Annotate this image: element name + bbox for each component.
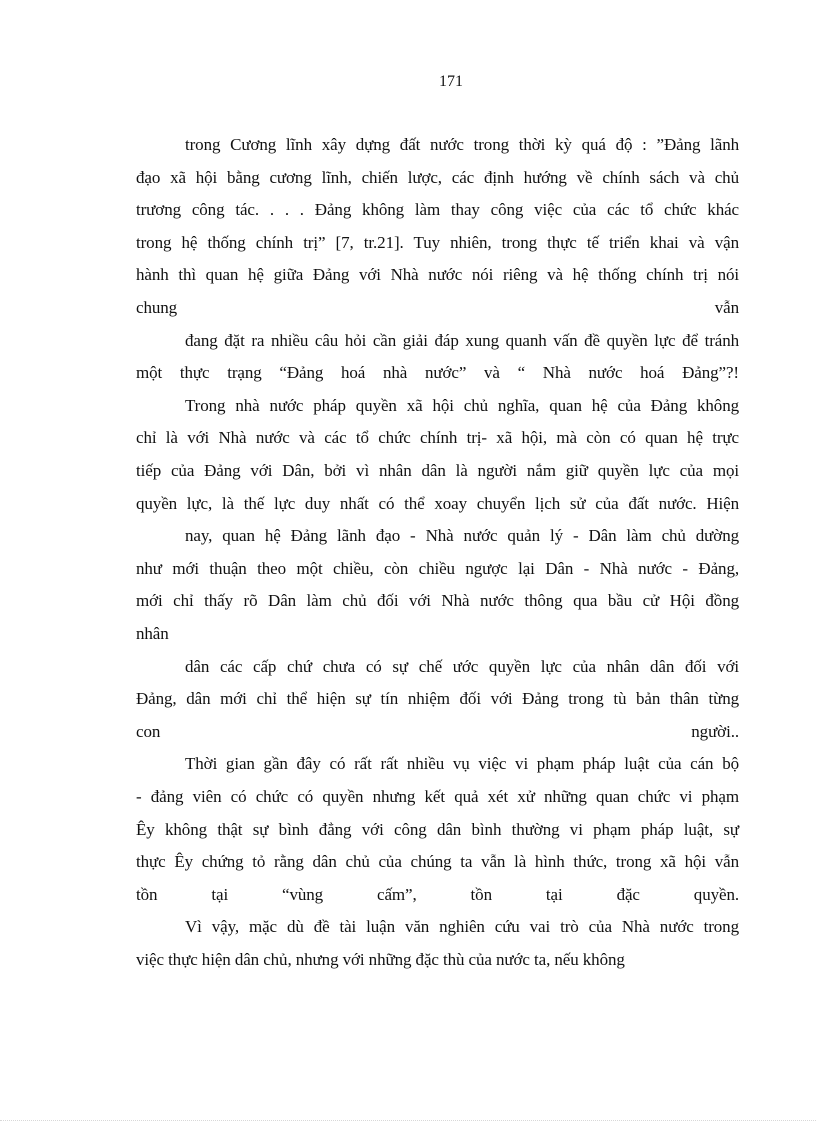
text-line: một thực trạng “Đảng hoá nhà nước” và “ Nhà nước hoá Đảng”?! [136, 363, 739, 382]
text-line: nay, quan hệ Đảng lãnh đạo - Nhà nước quản lý - Dân làm chủ dường [185, 526, 739, 545]
text-line: hành thì quan hệ giữa Đảng với Nhà nước nói riêng và hệ thống chính trị nói [136, 265, 739, 284]
text-line: - đảng viên có chức có quyền nhưng kết quả xét xử những quan chức vi phạm [136, 787, 739, 806]
text-line: chỉ là với Nhà nước và các tổ chức chính trị- xã hội, mà còn có quan hệ trực [136, 428, 739, 447]
text-line: Đảng, dân mới chỉ thể hiện sự tín nhiệm đối với Đảng trong tù bản thân từng [136, 689, 739, 708]
text-line: dân các cấp chứ chưa có sự chế ước quyền lực của nhân dân đối với [185, 657, 739, 676]
text-line: đang đặt ra nhiều câu hỏi cần giải đáp xung quanh vấn đề quyền lực để tránh [185, 331, 739, 350]
text-line: nhân [136, 624, 169, 643]
text-line: trong Cương lĩnh xây dựng đất nước trong thời kỳ quá độ : ”Đảng lãnh [185, 135, 739, 154]
text-line: tiếp của Đảng với Dân, bởi vì nhân dân là người nắm giữ quyền lực của mọi [136, 461, 739, 480]
text-line: Trong nhà nước pháp quyền xã hội chủ nghĩa, quan hệ của Đảng không [185, 396, 739, 415]
text-line: thực Êy chứng tỏ rằng dân chủ của chúng ta vẫn là hình thức, trong xã hội vẫn [136, 852, 739, 871]
page-number: 171 [439, 73, 463, 90]
text-line: mới chỉ thấy rõ Dân làm chủ đối với Nhà nước thông qua bầu cử Hội đồng [136, 591, 739, 610]
text-line: việc thực hiện dân chủ, nhưng với những đặc thù của nước ta, nếu không [136, 950, 625, 969]
text-line: Vì vậy, mặc dù đề tài luận văn nghiên cứu vai trò của Nhà nước trong [185, 917, 739, 936]
text-line: Êy không thật sự bình đẳng với công dân bình thường vi phạm pháp luật, sự [136, 820, 739, 839]
text-line: quyền lực, là thế lực duy nhất có thể xoay chuyển lịch sử của đất nước. Hiện [136, 494, 739, 513]
text-line: đạo xã hội bằng cương lĩnh, chiến lược, các định hướng về chính sách và chủ [136, 168, 739, 187]
text-line: chung vẫn [136, 298, 739, 317]
text-line: Thời gian gần đây có rất rất nhiều vụ việc vi phạm pháp luật của cán bộ [185, 754, 739, 773]
text-line: con người.. [136, 722, 739, 741]
page-bottom-rule [0, 1120, 816, 1121]
text-line: như mới thuận theo một chiều, còn chiều ngược lại Dân - Nhà nước - Đảng, [136, 559, 739, 578]
text-line: trương công tác. . . . Đảng không làm thay công việc của các tổ chức khác [136, 200, 739, 219]
text-line: tồn tại “vùng cấm”, tồn tại đặc quyền. [136, 885, 739, 904]
text-line: trong hệ thống chính trị” [7, tr.21]. Tuy nhiên, trong thực tế triển khai và vận [136, 233, 739, 252]
